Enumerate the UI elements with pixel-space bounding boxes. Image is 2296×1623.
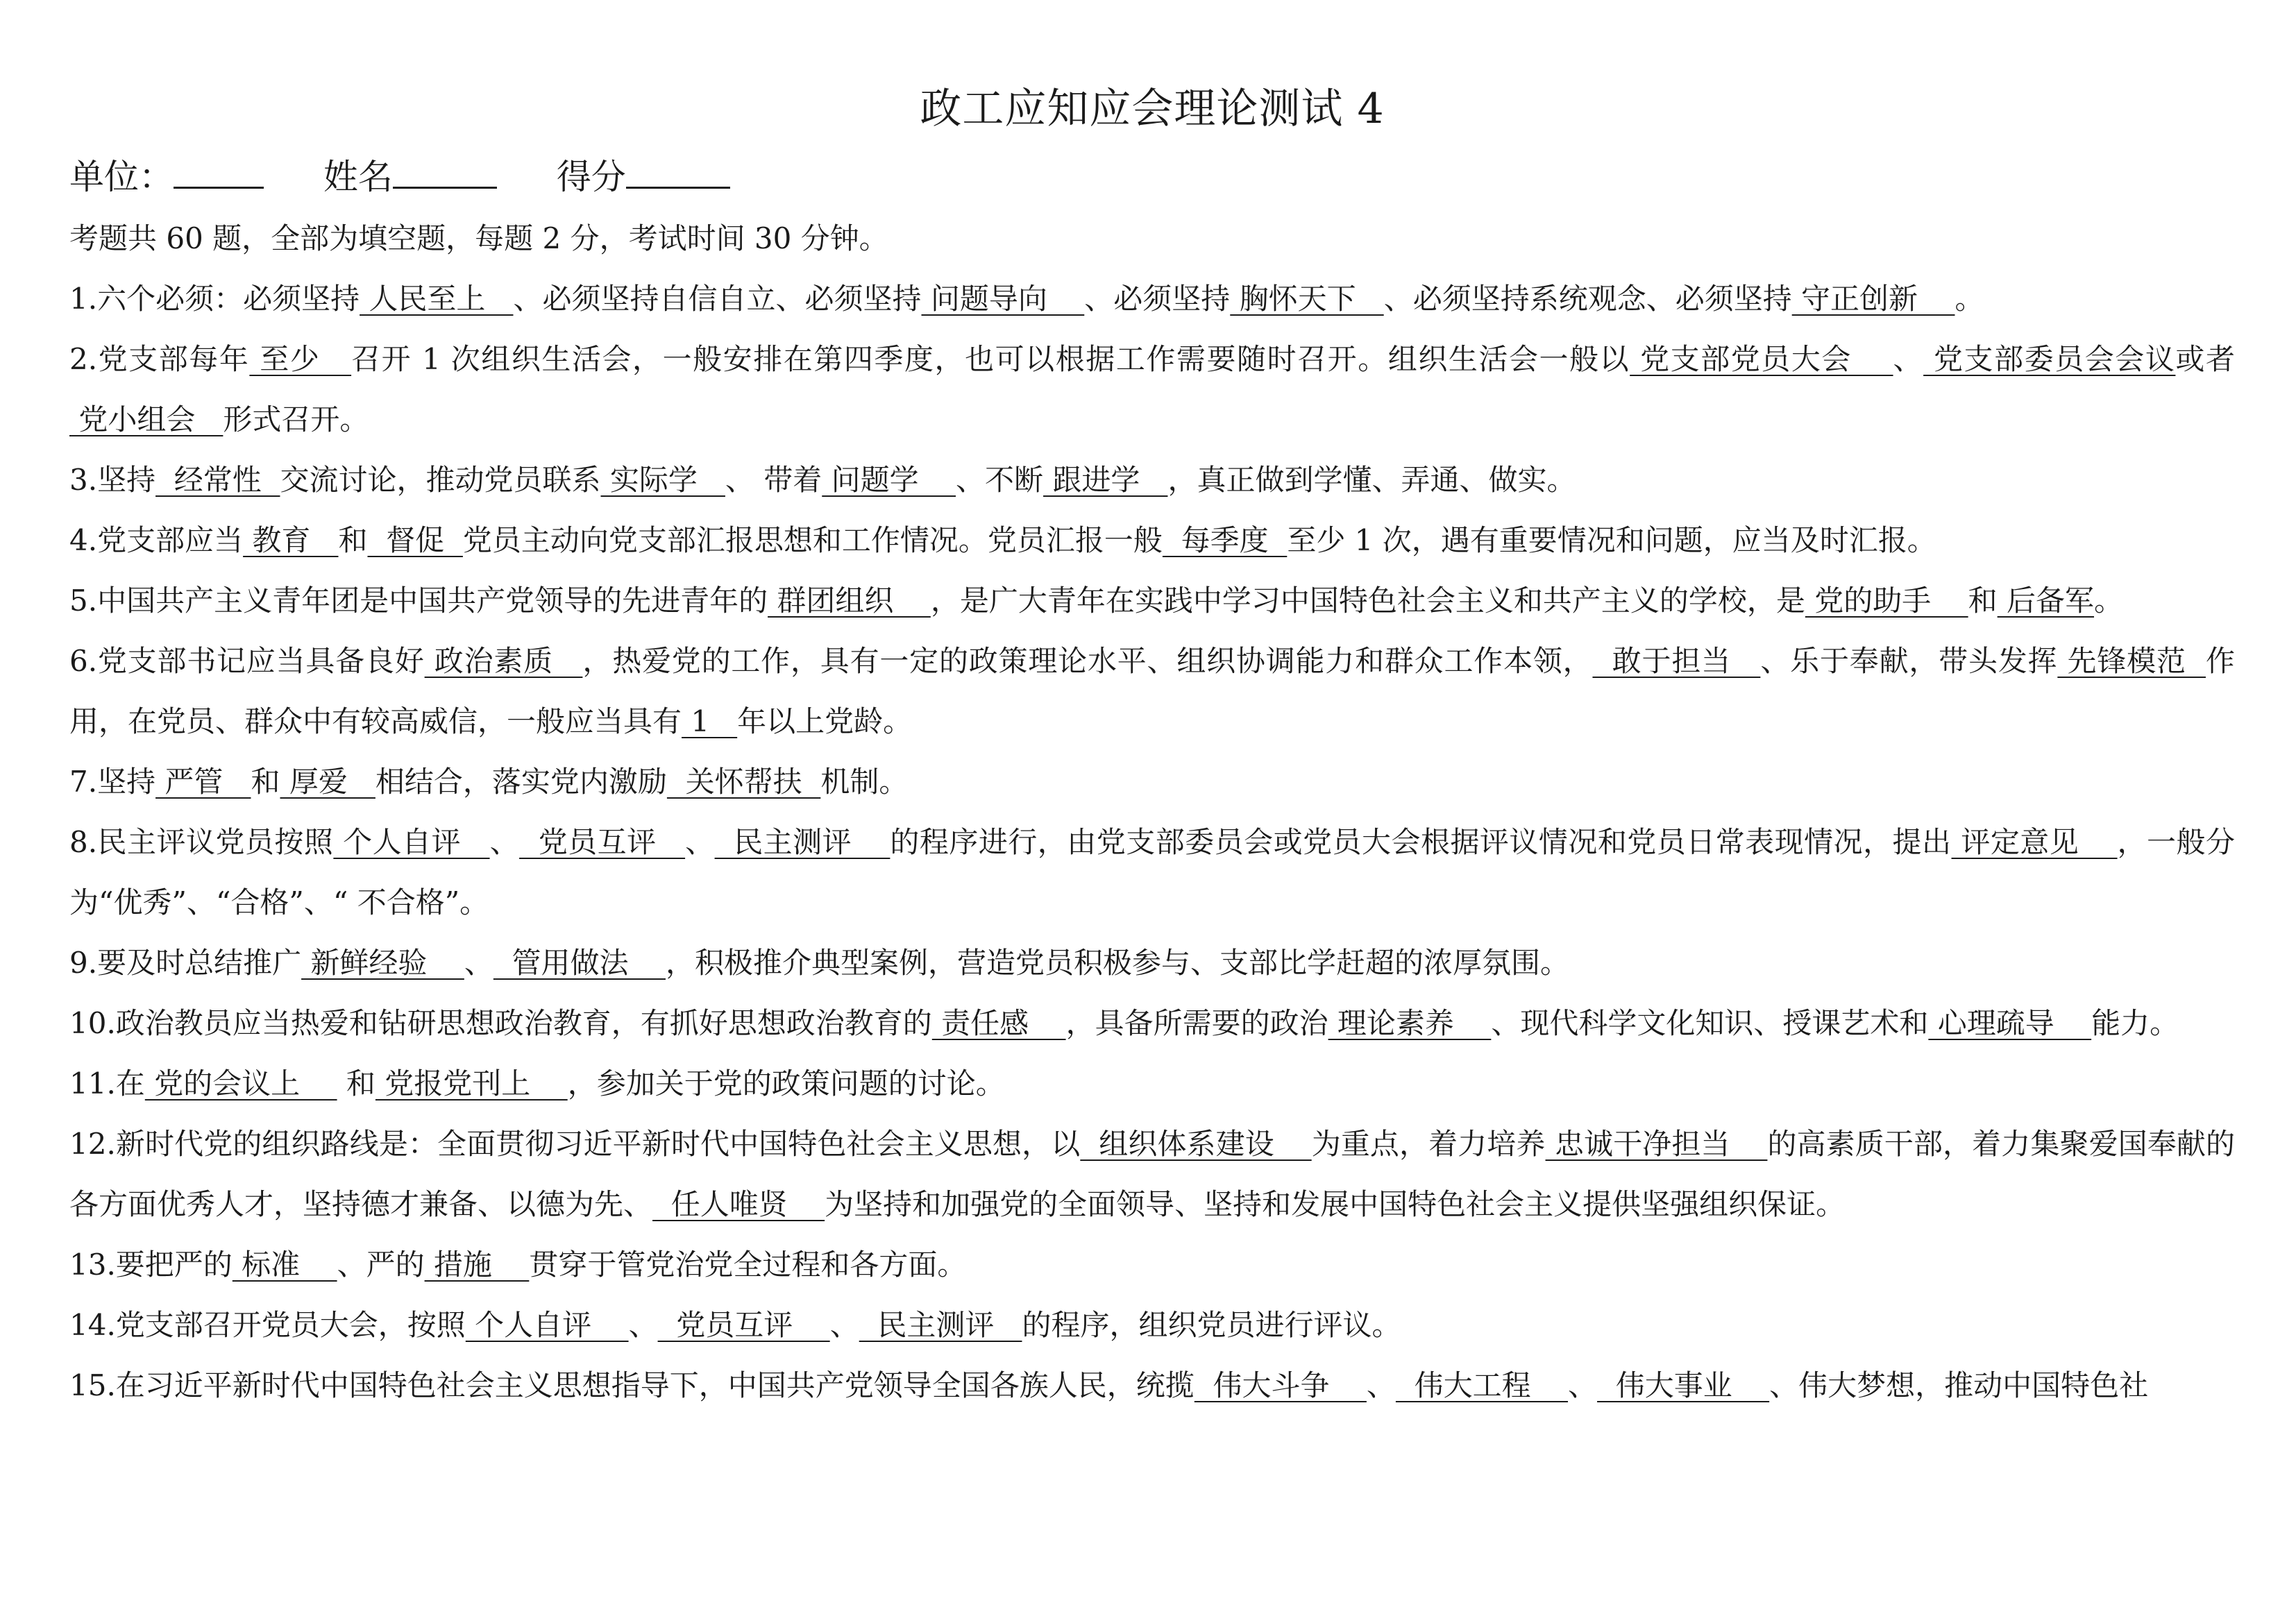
answer-blank: 党员互评 <box>657 1308 830 1342</box>
question-text: 、 <box>1366 1368 1396 1402</box>
question-text: 交流讨论，推动党员联系 <box>280 463 601 497</box>
question-text: 能力。 <box>2091 1006 2179 1040</box>
answer-blank: 党员互评 <box>519 825 686 859</box>
answer-blank: 党支部委员会会议 <box>1923 342 2176 376</box>
answer-blank: 民主测评 <box>859 1308 1022 1342</box>
answer-blank: 敢于担当 <box>1592 644 1761 678</box>
question-text: 。 <box>1955 282 1984 316</box>
question-text: 8.民主评议党员按照 <box>69 825 334 859</box>
question-item <box>69 450 2235 510</box>
answer-blank: 至少 <box>249 342 352 376</box>
name-blank <box>393 152 497 189</box>
page-title: 政工应知应会理论测试 4 <box>920 85 1385 133</box>
question-text: ，是广大青年在实践中学习中国特色社会主义和共产主义的学校，是 <box>930 584 1805 618</box>
question-text: 作用，在党员、群众中有较高威信，一般应当具有 <box>69 644 2235 738</box>
question-text: ，具备所需要的政治 <box>1065 1006 1328 1040</box>
question-text: 、必须坚持 <box>1084 282 1231 316</box>
answer-blank: 伟大斗争 <box>1194 1368 1367 1402</box>
unit-blank <box>174 152 264 189</box>
answer-blank: 任人唯贤 <box>652 1187 825 1221</box>
answer-blank: 严管 <box>155 765 251 799</box>
question-text: 和 <box>251 765 280 799</box>
answer-blank: 人民至上 <box>360 282 514 316</box>
question-text: 、 带着 <box>725 463 822 497</box>
answer-blank: 党支部党员大会 <box>1630 342 1893 376</box>
candidate-info-line <box>69 146 2235 208</box>
question-text: 贯穿于管党治党全过程和各方面。 <box>529 1248 967 1282</box>
answer-blank: 跟进学 <box>1043 463 1168 497</box>
question-text: 3.坚持 <box>69 463 156 497</box>
answer-blank: 评定意见 <box>1951 825 2118 859</box>
question-item <box>69 631 2235 751</box>
question-text: 11.在 <box>69 1067 145 1101</box>
question-text: 相结合，落实党内激励 <box>375 765 667 799</box>
answer-blank: 督促 <box>367 523 463 557</box>
answer-blank: 新鲜经验 <box>301 946 464 980</box>
question-text: 7.坚持 <box>69 765 156 799</box>
answer-blank: 伟大事业 <box>1597 1368 1770 1402</box>
question-text: 。 <box>2094 584 2124 618</box>
question-text: 1.六个必须：必须坚持 <box>69 282 360 316</box>
question-text: 、现代科学文化知识、授课艺术和 <box>1491 1006 1929 1040</box>
question-text: 9.要及时总结推广 <box>69 946 302 980</box>
test-page <box>69 0 2235 1416</box>
answer-blank: 问题导向 <box>921 282 1085 316</box>
answer-blank: 问题学 <box>822 463 956 497</box>
question-text: 为坚持和加强党的全面领导、坚持和发展中国特色社会主义提供坚强组织保证。 <box>825 1187 1846 1221</box>
answer-blank: 政治素质 <box>424 644 583 678</box>
question-text: 6.党支部书记应当具备良好 <box>69 644 425 678</box>
answer-blank: 每季度 <box>1162 523 1288 557</box>
question-text: 、必须坚持系统观念、必须坚持 <box>1383 282 1792 316</box>
question-item <box>69 570 2235 631</box>
score-label: 得分 <box>556 157 626 197</box>
question-text: 党员主动向党支部汇报思想和工作情况。党员汇报一般 <box>462 523 1163 557</box>
answer-blank: 心理疏导 <box>1928 1006 2092 1040</box>
answer-blank: 忠诚干净担当 <box>1545 1127 1768 1161</box>
answer-blank: 先锋模范 <box>2057 644 2206 678</box>
answer-blank: 责任感 <box>931 1006 1066 1040</box>
question-text: ，热爱党的工作，具有一定的政策理论水平、组织协调能力和群众工作本领， <box>582 644 1593 678</box>
question-text: 或者 <box>2175 342 2235 376</box>
question-text: 为重点，着力培养 <box>1311 1127 1546 1161</box>
answer-blank: 伟大工程 <box>1395 1368 1569 1402</box>
answer-blank: 1 <box>682 704 738 738</box>
question-text: 形式召开。 <box>223 402 369 436</box>
answer-blank: 守正创新 <box>1791 282 1955 316</box>
question-text: 召开 1 次组织生活会，一般安排在第四季度，也可以根据工作需要随时召开。组织生活会一般以 <box>351 342 1630 376</box>
question-item <box>69 510 2235 570</box>
answer-blank: 厚爱 <box>280 765 375 799</box>
question-item <box>69 812 2235 933</box>
answer-blank: 理论素养 <box>1328 1006 1492 1040</box>
answer-blank: 实际学 <box>600 463 725 497</box>
answer-blank: 组织体系建设 <box>1080 1127 1312 1161</box>
question-text: 12.新时代党的组织路线是：全面贯彻习近平新时代中国特色社会主义思想，以 <box>69 1127 1081 1161</box>
question-text: 的程序进行，由党支部委员会或党员大会根据评议情况和党员日常表现情况，提出 <box>890 825 1952 859</box>
question-text: 2.党支部每年 <box>69 342 250 376</box>
question-list <box>69 269 2235 1416</box>
answer-blank: 管用做法 <box>493 946 666 980</box>
question-text: 10.政治教员应当热爱和钻研思想政治教育，有抓好思想政治教育的 <box>69 1006 932 1040</box>
answer-blank: 教育 <box>243 523 339 557</box>
answer-blank: 胸怀天下 <box>1230 282 1384 316</box>
answer-blank: 个人自评 <box>465 1308 629 1342</box>
question-item <box>69 1234 2235 1295</box>
question-text: 的高素质干部，着力集聚爱国奉献的各方面优秀人才，坚持德才兼备、以德为先、 <box>69 1127 2235 1221</box>
answer-blank: 措施 <box>424 1248 530 1282</box>
question-text: 、 <box>1568 1368 1598 1402</box>
question-item <box>69 1355 2235 1416</box>
answer-blank: 党的会议上 <box>144 1067 337 1101</box>
unit-label: 单位： <box>69 157 174 197</box>
answer-blank: 党小组会 <box>69 402 223 436</box>
question-text: 至少 1 次，遇有重要情况和问题，应当及时汇报。 <box>1287 523 1936 557</box>
question-item <box>69 1053 2235 1114</box>
question-text: 、 <box>464 946 493 980</box>
answer-blank: 经常性 <box>155 463 280 497</box>
answer-blank: 个人自评 <box>333 825 490 859</box>
question-text: 、 <box>829 1308 859 1342</box>
question-text: 14.党支部召开党员大会，按照 <box>69 1308 466 1342</box>
answer-blank: 关怀帮扶 <box>666 765 821 799</box>
question-text: ，一般分为“优秀”、“合格”、“ 不合格”。 <box>69 825 2235 919</box>
question-item <box>69 1295 2235 1355</box>
question-text: 的程序，组织党员进行评议。 <box>1022 1308 1401 1342</box>
question-item <box>69 933 2235 993</box>
answer-blank: 民主测评 <box>714 825 890 859</box>
question-text: 、 <box>685 825 715 859</box>
question-item <box>69 329 2235 450</box>
question-text: 、伟大梦想，推动中国特色社 <box>1769 1368 2149 1402</box>
question-text: 13.要把严的 <box>69 1248 233 1282</box>
question-text: ，真正做到学懂、弄通、做实。 <box>1167 463 1576 497</box>
question-item <box>69 751 2235 812</box>
answer-blank: 后备军 <box>1997 584 2094 618</box>
question-item <box>69 269 2235 329</box>
question-text: 和 <box>337 1067 375 1101</box>
question-text: 和 <box>338 523 368 557</box>
question-text: 年以上党龄。 <box>737 704 913 738</box>
answer-blank: 群团组织 <box>768 584 931 618</box>
question-text: 15.在习近平新时代中国特色社会主义思想指导下，中国共产党领导全国各族人民，统揽 <box>69 1368 1195 1402</box>
question-text: 4.党支部应当 <box>69 523 244 557</box>
question-item <box>69 993 2235 1053</box>
question-text: 、乐于奉献，带头发挥 <box>1760 644 2058 678</box>
answer-blank: 党的助手 <box>1805 584 1968 618</box>
question-text: 、严的 <box>337 1248 425 1282</box>
answer-blank: 标准 <box>232 1248 337 1282</box>
question-text: 、 <box>628 1308 658 1342</box>
question-text: 5.中国共产主义青年团是中国共产党领导的先进青年的 <box>69 584 768 618</box>
question-text: 、 <box>1893 342 1924 376</box>
question-item <box>69 1114 2235 1234</box>
question-text: 机制。 <box>820 765 909 799</box>
question-text: 和 <box>1968 584 1998 618</box>
question-text: 、必须坚持自信自立、必须坚持 <box>513 282 922 316</box>
score-blank <box>626 152 730 189</box>
question-text: ，参加关于党的政策问题的讨论。 <box>567 1067 1005 1101</box>
question-text: ，积极推介典型案例，营造党员积极参与、支部比学赶超的浓厚氛围。 <box>665 946 1569 980</box>
question-text: 、不断 <box>956 463 1044 497</box>
test-instructions: 考题共 60 题，全部为填空题，每题 2 分，考试时间 30 分钟。 <box>69 221 888 255</box>
answer-blank: 党报党刊上 <box>375 1067 568 1101</box>
name-label: 姓名 <box>323 157 393 197</box>
question-text: 、 <box>489 825 520 859</box>
